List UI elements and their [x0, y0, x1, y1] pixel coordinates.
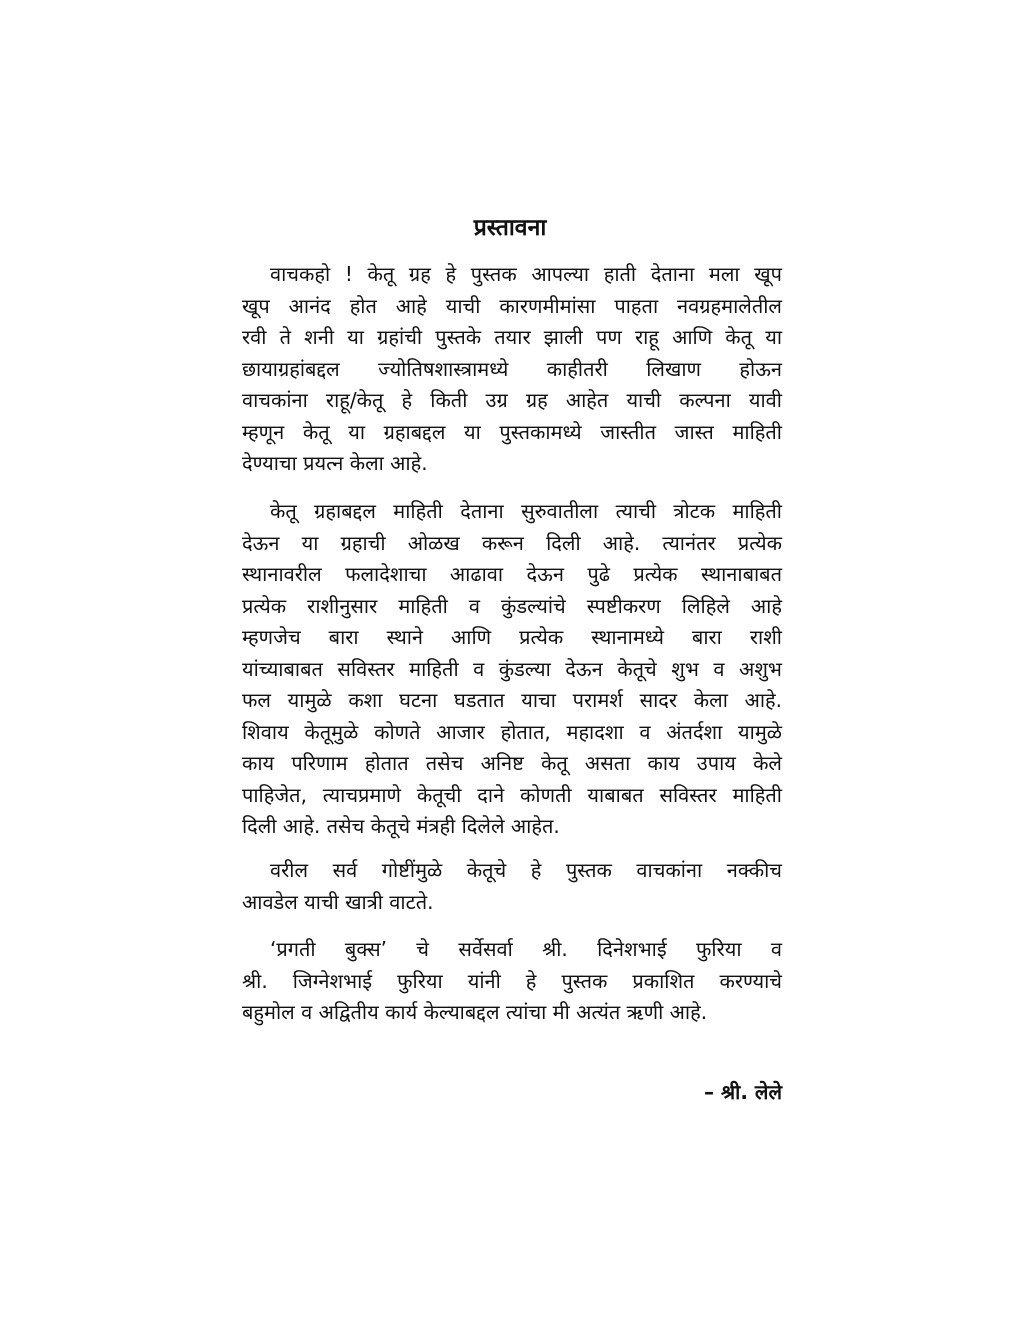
text-line: म्हणजेच बारा स्थाने आणि प्रत्येक स्थानामध्ये बारा राशी — [242, 625, 782, 649]
text-line: वाचकांना राहू/केतू हे किती उग्र ग्रह आहेत याची कल्पना यावी — [242, 388, 782, 412]
text-line: बहुमोल व अद्वितीय कार्य केल्याबद्दल त्यांचा मी अत्यंत ऋणी आहे. — [242, 1000, 708, 1024]
text-line: देऊन या ग्रहाची ओळख करून दिली आहे. त्यानंतर प्रत्येक — [242, 530, 782, 555]
text-line: ‘प्रगती बुक्स’ चे सर्वेसर्वा श्री. दिनेशभाई फुरिया व — [270, 937, 782, 961]
text-line: स्थानावरील फलादेशाचा आढावा देऊन पुढे प्रत्येक स्थानाबाबत — [242, 562, 782, 586]
paragraph-conclusion — [242, 855, 782, 918]
text-line: वरील सर्व गोष्टींमुळे केतूचे हे पुस्तक वाचकांना नक्कीच — [270, 858, 782, 882]
text-line: देण्याचा प्रयत्न केला आहे. — [242, 451, 428, 475]
text-line: काय परिणाम होतात तसेच अनिष्ट केतू असता काय उपाय केले — [242, 751, 782, 775]
text-line: शिवाय केतूमुळे कोणते आजार होतात, महादशा व अंतर्दशा यामुळे — [242, 719, 782, 744]
paragraph-acknowledgement — [242, 934, 782, 1029]
text-line: वाचकहो ! केतू ग्रह हे पुस्तक आपल्या हाती देताना मला खूप — [270, 262, 782, 286]
text-line: म्हणून केतू या ग्रहाबद्दल या पुस्तकामध्ये जास्तीत जास्त माहिती — [242, 419, 782, 444]
paragraph-intro — [242, 259, 782, 480]
text-line: खूप आनंद होत आहे याची कारणमीमांसा पाहता नवग्रहमालेतील — [242, 293, 782, 318]
text-line: छायाग्रहांबद्दल ज्योतिषशास्त्रामध्ये काहीतरी लिखाण होऊन — [242, 356, 782, 381]
text-line: फल यामुळे कशा घटना घडतात याचा परामर्श सादर केला आहे. — [242, 688, 782, 712]
text-line: केतू ग्रहाबद्दल माहिती देताना सुरुवातीला त्याची त्रोटक माहिती — [270, 499, 782, 523]
text-line: रवी ते शनी या ग्रहांची पुस्तके तयार झाली पण राहू आणि केतू या — [242, 325, 782, 349]
text-line: श्री. जिग्नेशभाई फुरिया यांनी हे पुस्तक प्रकाशित करण्याचे — [242, 968, 782, 993]
paragraph-contents — [242, 496, 782, 843]
text-line: यांच्याबाबत सविस्तर माहिती व कुंडल्या देऊन केतूचे शुभ व अशुभ — [242, 656, 782, 681]
author-signature: – श्री. लेले — [704, 1080, 782, 1104]
text-line: आवडेल याची खात्री वाटते. — [242, 889, 434, 914]
text-line: दिली आहे. तसेच केतूचे मंत्रही दिलेले आहेत. — [242, 814, 560, 838]
page-title: प्रस्तावना — [473, 215, 547, 241]
text-line: पाहिजेत, त्याचप्रमाणे केतूची दाने कोणती याबाबत सविस्तर माहिती — [242, 782, 782, 807]
text-line: प्रत्येक राशीनुसार माहिती व कुंडल्यांचे स्पष्टीकरण लिहिले आहे — [242, 593, 782, 618]
